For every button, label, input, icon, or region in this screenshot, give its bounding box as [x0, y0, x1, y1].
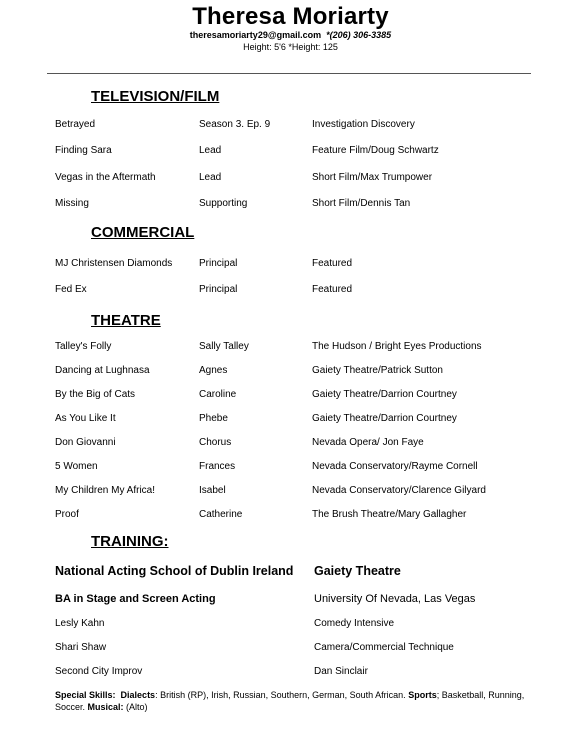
credit-company: Featured	[312, 284, 353, 295]
training-institution: Camera/Commercial Technique	[314, 642, 454, 653]
contact-line	[0, 30, 581, 40]
credit-role: Supporting	[199, 198, 248, 209]
musical-label: Musical:	[87, 702, 124, 712]
credit-role: Isabel	[199, 485, 226, 496]
credit-title: Dancing at Lughnasa	[55, 365, 150, 376]
credit-title: Proof	[55, 509, 79, 520]
credit-title: My Children My Africa!	[55, 485, 156, 496]
physical-stats: Height: 5'6 *Height: 125	[243, 42, 338, 52]
section-title-theatre: THEATRE	[91, 312, 161, 329]
credit-company: Gaiety Theatre/Darrion Courtney	[312, 413, 457, 424]
credit-company: Investigation Discovery	[312, 119, 415, 130]
credit-title: Talley's Folly	[55, 341, 112, 352]
sports-list: ; Basketball, Running, Soccer.	[55, 690, 525, 712]
dialects-list: : British (RP), Irish, Russian, Southern, German, South African.	[155, 690, 406, 700]
credit-role: Season 3. Ep. 9	[199, 119, 271, 130]
credit-company: Gaiety Theatre/Patrick Sutton	[312, 365, 443, 376]
credit-role: Sally Talley	[199, 341, 249, 352]
header-divider	[47, 73, 531, 74]
musical-value: (Alto)	[123, 702, 148, 712]
email[interactable]: theresamoriarty29@gmail.com	[189, 30, 322, 40]
credit-role: Caroline	[199, 389, 237, 400]
credit-role: Principal	[199, 258, 238, 269]
credit-role: Principal	[199, 284, 238, 295]
credit-title: By the Big of Cats	[55, 389, 136, 400]
credit-title: Finding Sara	[55, 145, 112, 156]
training-institution: Dan Sinclair	[314, 666, 368, 677]
skills-label: Special Skills:	[55, 690, 116, 700]
credit-title: 5 Women	[55, 461, 98, 472]
credit-company: Nevada Conservatory/Rayme Cornell	[312, 461, 478, 472]
training-program: Shari Shaw	[55, 642, 107, 653]
dialects-label: Dialects	[120, 690, 156, 700]
credit-company: The Brush Theatre/Mary Gallagher	[312, 509, 467, 520]
credit-company: Nevada Opera/ Jon Faye	[312, 437, 424, 448]
phone: *(206) 306-3385	[326, 30, 392, 40]
training-institution: Gaiety Theatre	[314, 564, 401, 578]
credit-title: As You Like It	[55, 413, 116, 424]
credit-title: MJ Christensen Diamonds	[55, 258, 173, 269]
resume-name: Theresa Moriarty	[192, 3, 389, 30]
training-program: Second City Improv	[55, 666, 143, 677]
credit-role: Phebe	[199, 413, 228, 424]
training-program: BA in Stage and Screen Acting	[55, 593, 216, 605]
credit-role: Frances	[199, 461, 236, 472]
credit-title: Don Giovanni	[55, 437, 116, 448]
credit-title: Missing	[55, 198, 89, 209]
credit-company: Featured	[312, 258, 353, 269]
credit-title: Fed Ex	[55, 284, 87, 295]
credit-role: Lead	[199, 172, 222, 183]
section-title-commercial: COMMERCIAL	[91, 224, 195, 241]
credit-company: Feature Film/Doug Schwartz	[312, 145, 439, 156]
credit-role: Agnes	[199, 365, 228, 376]
credit-company: Short Film/Dennis Tan	[312, 198, 411, 209]
credit-role: Chorus	[199, 437, 232, 448]
credit-title: Vegas in the Aftermath	[55, 172, 156, 183]
credit-title: Betrayed	[55, 119, 96, 130]
training-program: Lesly Kahn	[55, 618, 105, 629]
credit-role: Catherine	[199, 509, 243, 520]
sports-label: Sports	[408, 690, 437, 700]
credit-company: Nevada Conservatory/Clarence Gilyard	[312, 485, 486, 496]
credit-role: Lead	[199, 145, 222, 156]
section-title-tv-film: TELEVISION/FILM	[91, 88, 220, 105]
credit-company: Gaiety Theatre/Darrion Courtney	[312, 389, 457, 400]
section-title-training: TRAINING:	[91, 533, 169, 550]
credit-company: Short Film/Max Trumpower	[312, 172, 433, 183]
training-program: National Acting School of Dublin Ireland	[55, 564, 294, 578]
credit-company: The Hudson / Bright Eyes Productions	[312, 341, 482, 352]
training-institution: University Of Nevada, Las Vegas	[314, 593, 476, 605]
special-skills	[55, 689, 525, 713]
training-institution: Comedy Intensive	[314, 618, 395, 629]
